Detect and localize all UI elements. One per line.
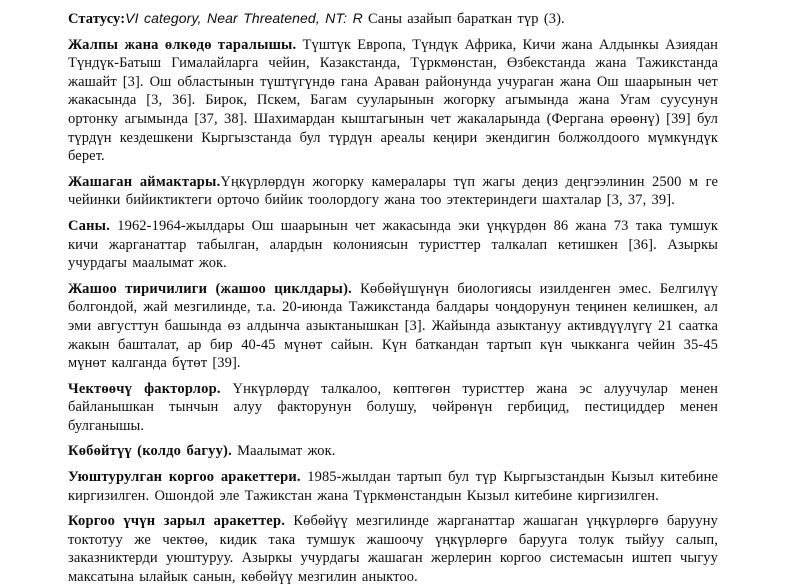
paragraph-habitats-text: Үңкүрлөрдүн жогорку камералары түп жагы деңиз деңгээлинин 2500 м ге чейинки бийиктиктеги орточо бийик тоолордогу жана тоо этектериндеги шахталар [3, 37, 39]. (68, 173, 719, 209)
status-line (68, 9, 718, 29)
paragraph-organized-conservation-text: 1985-жылдан тартып бул түр Кыргызстандын Кызыл китебине киргизилген. Ошондой эле Тажикстан жана Түркмөнстандын Кызыл китебине киргизилген. (68, 469, 718, 504)
status-category-text: VI category, Near Threatened, NT: R (125, 10, 363, 26)
paragraph-population-text: 1962-1964-жылдары Ош шаарынын чет жакасында эки үңкүрдөн 86 жана 73 така тумшук кичи жарганаттар табылган, алардын колониясын туристтер талкалап кетишкен [36]. Азыркы учурдагы маалымат жок. (68, 217, 718, 272)
paragraph-needed-actions (68, 512, 718, 586)
paragraph-habitats-heading: Жашаган аймактары. (68, 173, 221, 190)
paragraph-life-cycle-text: Көбөйүшүнүн биологиясы изилденген эмес. Белгилүү болгондой, жай мезгилинде, т.а. 20-июнда Тажикстанда балдары чоңдорунун теңинен келишкен, ал эми августтун башында өз алдынча азыктанышкан [3]. Жайында азыктануу активдүүлүгү 21 саатка жакын башталат, ар бир 40-45 мүнөт сайын. Күн баткандан тартып күн чыкканга чейин 35-45 мүнөт калганда бүтөт [39]. (68, 280, 718, 372)
paragraph-organized-conservation (68, 468, 718, 505)
paragraph-organized-conservation-heading: Уюштурулган коргоо аракеттери. (68, 469, 301, 486)
paragraph-needed-actions-text: Көбөйүү мезгилинде жарганаттар жашаган үңкүрлөргө барууну токтотуу же чектөө, кидик така тумшук жашоочу үңкүрлөргө барууга толук тыйуу салып, заказниктерди уюштуруу. Азыркы учурдагы жашаган жерлерин коргоо системасын иштеп чыгуу максатына ылайык санын, көбөйүү мезгилин аныктоо. (68, 513, 718, 586)
paragraph-life-cycle-heading: Жашоо тиричилиги (жашоо циклдары). (68, 280, 352, 297)
paragraph-distribution-heading: Жалпы жана өлкөдө таралышы. (68, 36, 297, 53)
paragraph-habitats (68, 173, 718, 210)
paragraph-needed-actions-heading: Коргоо үчүн зарыл аракеттер. (68, 513, 286, 530)
status-label: Статусу: (68, 11, 126, 27)
paragraph-limiting-factors-text: Үнкүрлөрдү талкалоо, көптөгөн туристтер жана эс алуучулар менен байланышкан тынчын алуу факторунун болушу, чөйрөнүн гербицид, пестициддер менен булганышы. (68, 380, 718, 434)
paragraph-breeding (68, 442, 718, 461)
paragraph-breeding-heading: Көбөйтүү (колдо багуу). (68, 443, 232, 460)
paragraph-life-cycle (68, 280, 718, 373)
status-note: Саны азайып бараткан түр (3). (362, 11, 565, 27)
paragraph-distribution-text: Түштүк Европа, Түндүк Африка, Кичи жана Алдынкы Азиядан Түндүк-Батыш Гималайларга чейин, Казакстанда, Түркмөнстан, Өзбекстанда жана Тажикстанда жашайт [3]. Ош областынын түштүгүндө гана Араван районунда учураган жана Ош шаарынын чет жакасында [3, 36]. Бирок, Пскем, Багам сууларынын жогорку агымында жана Угам суусунун ортонку агымында [37, 38]. Шахимардан кыштагынын чет жакаларында (Фергана өрөөнү) [39] бул түрдүн кездешкени Кыргызстанда бул түрдүн ареалы кеңири экендигин болжолдоого мүмкүндүк берет. (68, 36, 718, 165)
paragraph-distribution (68, 36, 718, 166)
paragraph-population-heading: Саны. (68, 217, 111, 234)
paragraph-breeding-text: Маалымат жок. (231, 443, 336, 460)
paragraph-limiting-factors-heading: Чектөөчү факторлор. (68, 380, 221, 397)
paragraph-limiting-factors (68, 380, 718, 436)
paragraph-population (68, 217, 718, 273)
